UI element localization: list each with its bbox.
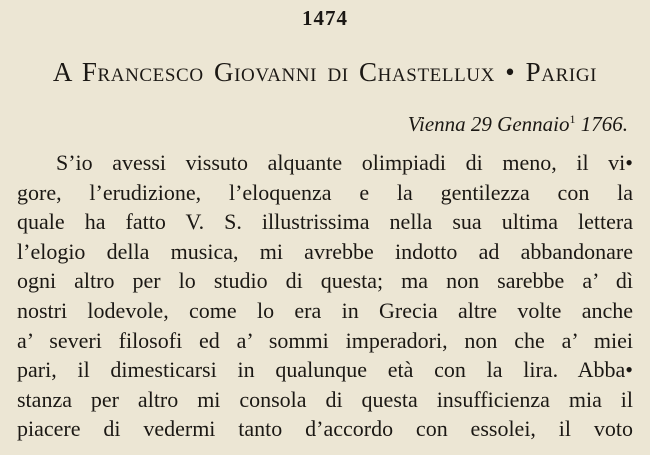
text-line: nostri lodevole, come lo era in Grecia altre volte anche xyxy=(17,297,633,323)
footnote-marker: 1 xyxy=(569,112,576,126)
text-line: l’elogio della musica, mi avrebbe indotto ad abbandonare xyxy=(17,238,633,264)
text-line: stanza per altro mi consola di questa insufficienza mia il xyxy=(17,386,633,412)
text-line: gore, l’erudizione, l’eloquenza e la gentilezza con la xyxy=(17,179,633,205)
page-number: 1474 xyxy=(302,6,348,30)
text-line: piacere di vedermi tanto d’accordo con essolei, il voto xyxy=(17,416,633,442)
text-line: quale ha fatto V. S. illustrissima nella sua ultima lettera xyxy=(17,209,633,235)
text-line: a’ severi filosofi ed a’ sommi imperadori, non che a’ miei xyxy=(17,327,633,353)
dateline-place-date: Vienna 29 Gennaio xyxy=(407,112,570,136)
letter-dateline xyxy=(408,112,628,137)
text-line: pari, il dimesticarsi in qualunque età con la lira. Abba• xyxy=(17,357,633,383)
text-line: ogni altro per lo studio di questa; ma non sarebbe a’ dì xyxy=(17,268,633,294)
letter-body xyxy=(17,148,633,444)
letter-heading: A Francesco Giovanni di Chastellux • Parigi xyxy=(52,57,598,87)
text-line: S’io avessi vissuto alquante olimpiadi di meno, il vi• xyxy=(56,150,633,175)
dateline-year: 1766. xyxy=(580,112,628,136)
